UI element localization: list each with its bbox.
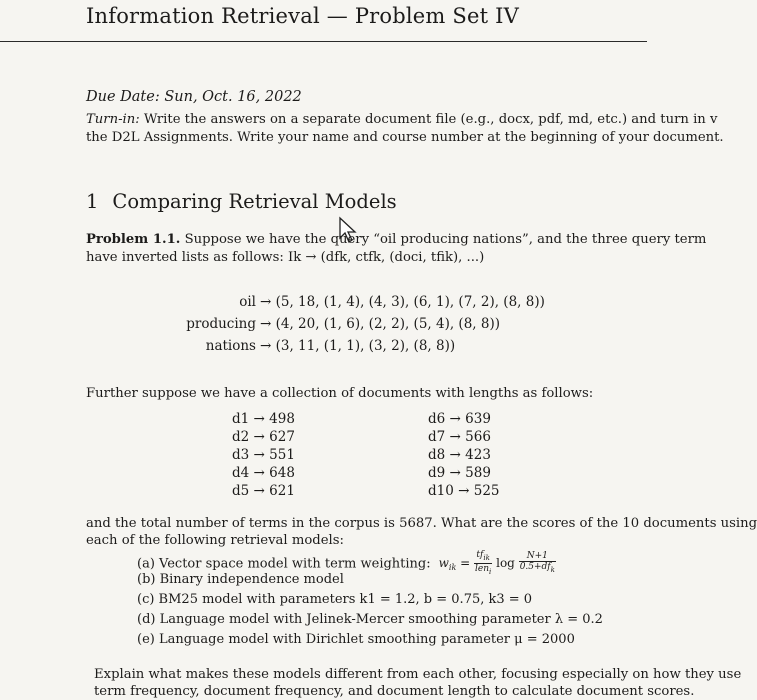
turn-in-line-1 bbox=[86, 111, 724, 129]
term-label: nations bbox=[205, 338, 256, 354]
doc-length-entry: d6 → 639 bbox=[428, 411, 491, 427]
doc-id: d7 bbox=[428, 429, 446, 445]
explain-line-2: term frequency, document frequency, and document length to calculate document scores. bbox=[94, 684, 695, 699]
term-label: producing bbox=[186, 316, 256, 332]
retrieval-models-list bbox=[137, 550, 603, 650]
model-item-a bbox=[137, 550, 603, 576]
term-label: oil bbox=[239, 294, 256, 310]
doc-id: d4 bbox=[232, 465, 250, 481]
doc-length-entry: d10 → 525 bbox=[428, 483, 500, 499]
document-title: Information Retrieval — Problem Set IV bbox=[86, 4, 519, 28]
doc-length-entry: d9 → 589 bbox=[428, 465, 491, 481]
doc-length-entry: d3 → 551 bbox=[232, 447, 295, 463]
doc-length: 498 bbox=[269, 411, 295, 427]
model-item-e: (e) Language model with Dirichlet smoothing parameter μ = 2000 bbox=[137, 632, 575, 647]
doc-length: 627 bbox=[269, 429, 295, 445]
due-date: Due Date: Sun, Oct. 16, 2022 bbox=[86, 89, 302, 105]
doc-length: 648 bbox=[269, 465, 295, 481]
problem-line-2: have inverted lists as follows: Ik → (dfk, ctfk, (doci, tfik), ...) bbox=[86, 250, 485, 265]
doc-id: d5 bbox=[232, 483, 250, 499]
turn-in-instructions bbox=[86, 111, 724, 147]
section-number: 1 bbox=[86, 190, 99, 213]
frac-n-plus-1: N+1 bbox=[519, 551, 556, 562]
doc-id: d2 bbox=[232, 429, 250, 445]
tf-len-fraction bbox=[474, 550, 492, 577]
posting-list: → (5, 18, (1, 4), (4, 3), (6, 1), (7, 2), (8, 8)) bbox=[260, 294, 545, 310]
turn-in-text-1: Write the answers on a separate document file (e.g., docx, pdf, md, etc.) and turn in v bbox=[143, 112, 718, 127]
doc-length-entry: d7 → 566 bbox=[428, 429, 491, 445]
doc-id: d8 bbox=[428, 447, 446, 463]
problem-label: Problem 1.1. bbox=[86, 232, 181, 247]
term-weight-formula bbox=[435, 550, 556, 578]
question-line-1: and the total number of terms in the corpus is 5687. What are the scores of the 10 documents using bbox=[86, 516, 757, 531]
section-title: Comparing Retrieval Models bbox=[112, 190, 397, 213]
turn-in-label: Turn-in: bbox=[86, 112, 140, 127]
corpus-total-question bbox=[86, 515, 757, 549]
frac-tf: tf bbox=[476, 550, 484, 560]
section-heading bbox=[86, 190, 397, 213]
header-rule bbox=[0, 41, 647, 42]
doc-length-entry: d8 → 423 bbox=[428, 447, 491, 463]
doc-length: 566 bbox=[465, 429, 491, 445]
problem-statement bbox=[86, 231, 706, 267]
frac-tf-sub: ik bbox=[483, 553, 490, 562]
doc-id: d3 bbox=[232, 447, 250, 463]
idf-fraction bbox=[519, 551, 556, 575]
formula-equals: = bbox=[460, 555, 471, 570]
model-item-d: (d) Language model with Jelinek-Mercer smoothing parameter λ = 0.2 bbox=[137, 612, 603, 627]
question-line-2: each of the following retrieval models: bbox=[86, 533, 344, 548]
model-a-label: (a) Vector space model with term weighting: bbox=[137, 556, 431, 572]
doc-length: 589 bbox=[465, 465, 491, 481]
model-item-c: (c) BM25 model with parameters k1 = 1.2, b = 0.75, k3 = 0 bbox=[137, 592, 533, 607]
doc-length-entry: d5 → 621 bbox=[232, 483, 295, 499]
frac-df-sub: k bbox=[550, 566, 555, 575]
frac-len: len bbox=[475, 563, 490, 574]
turn-in-line-2: the D2L Assignments. Write your name and course number at the beginning of your document. bbox=[86, 130, 724, 145]
posting-list: → (3, 11, (1, 1), (3, 2), (8, 8)) bbox=[260, 338, 456, 354]
model-item-b: (b) Binary independence model bbox=[137, 572, 344, 587]
posting-list: → (4, 20, (1, 6), (2, 2), (5, 4), (8, 8)) bbox=[260, 316, 500, 332]
doc-id: d6 bbox=[428, 411, 446, 427]
doc-id: d1 bbox=[232, 411, 250, 427]
frac-df: 0.5+df bbox=[519, 562, 551, 573]
frac-len-sub: i bbox=[489, 567, 492, 576]
doc-length: 639 bbox=[465, 411, 491, 427]
explain-prompt bbox=[94, 666, 741, 700]
doc-length: 423 bbox=[465, 447, 491, 463]
doc-length-entry: d4 → 648 bbox=[232, 465, 295, 481]
doc-id: d9 bbox=[428, 465, 446, 481]
doc-length: 525 bbox=[473, 483, 500, 499]
explain-line-1: Explain what makes these models different from each other, focusing especially on how they use bbox=[94, 667, 742, 682]
formula-log: log bbox=[496, 555, 515, 570]
formula-w: w bbox=[438, 555, 449, 570]
problem-line-1 bbox=[86, 231, 706, 249]
doc-length: 621 bbox=[269, 483, 295, 499]
doc-length: 551 bbox=[269, 447, 295, 463]
doc-id: d10 bbox=[428, 483, 454, 499]
problem-text-1: Suppose we have the query “oil producing nations”, and the three query term bbox=[184, 232, 707, 247]
collection-intro: Further suppose we have a collection of documents with lengths as follows: bbox=[86, 386, 594, 401]
formula-w-sub: ik bbox=[448, 563, 457, 573]
doc-length-entry: d1 → 498 bbox=[232, 411, 295, 427]
doc-length-entry: d2 → 627 bbox=[232, 429, 295, 445]
